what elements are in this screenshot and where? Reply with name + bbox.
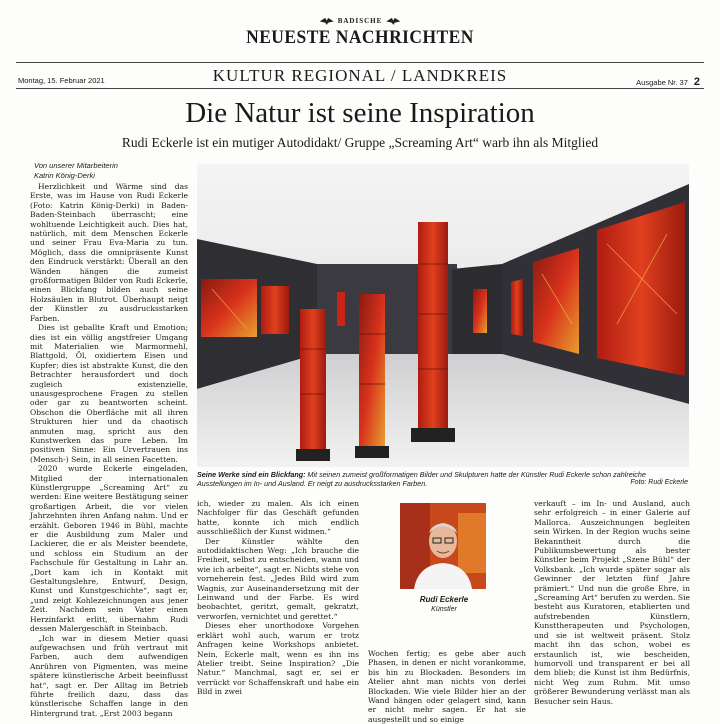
article-column-4 (534, 499, 690, 704)
portrait-name: Rudi Eckerle (419, 595, 469, 604)
article-column-1 (30, 182, 188, 718)
painting (337, 292, 345, 326)
masthead-small (0, 17, 720, 25)
issue-date: Montag, 15. Februar 2021 (18, 76, 105, 85)
sculpture-column (359, 294, 385, 449)
paragraph: verkauft – im In- und Ausland, auch sehr erfolgreich – in einer Galerie auf Mallorca. Auszeichnungen begleiten sein Wirken. In der Region wuchs seine Bekanntheit durch die Publikumsbewertung als bester Künstler beim Projekt „Szene Bühl“ der Volksbank. „Ich wurde später sogar als Gewinner der letzten fünf Jahre prämiert.“ Und nun die große Ehre, in „Screaming Art“ berufen zu werden. Sie besteht aus Kuratoren, etablierten und aufstrebenden Künstlern, Kunsttherapeuten und Psychologen, und sie ist weltweit präsent. Stolz macht ihn das schon, wobei es erstaunlich ist, wie bescheiden, humorvoll und transparent er bei all dem blieb; die Kunst ist ihm Bedürfnis, nicht Weg zum Ruhm. Mit umso größerer Bewunderung verlässt man als Besucher sein Haus. (534, 499, 690, 706)
byline (34, 161, 118, 181)
sculpture-base (355, 446, 389, 458)
eagle-icon (386, 18, 400, 25)
portrait-illustration (400, 503, 486, 589)
subheadline: Rudi Eckerle ist ein mutiger Autodidakt/ Gruppe „Screaming Art“ warb ihn als Mitglied (121, 135, 599, 150)
portrait-role: Künstler (431, 606, 457, 613)
issue-number (636, 76, 700, 88)
painting (597, 202, 685, 376)
painting (261, 286, 289, 334)
sculpture-column (300, 309, 326, 454)
painting (511, 279, 523, 336)
byline-author: Katrin König-Derki (34, 171, 95, 180)
caption-text: Mit seinen zumeist großformatigen Bilder und Skulpturen hatte der Künstler Rudi Eckerle schon zahlreiche Ausstellungen im In- und Ausland. Er neigt zu ausdrucksstarken Farben. (197, 470, 646, 488)
page-number: 2 (693, 76, 700, 88)
gallery-illustration (197, 164, 689, 467)
header-rule-bottom (16, 88, 704, 89)
article-column-2 (197, 499, 359, 704)
sculpture-base (296, 449, 330, 461)
paragraph: 2020 wurde Eckerle eingeladen, Mitglied der internationalen Künstlergruppe „Screaming Art“ zu werden: Eine weitere Bestätigung seiner großartigen Arbeit, die vor vielen Jahrzehnten ihren Anfang nahm. Und er erzählt. Geboren 1946 in Bühl, machte er die Ausbildung zum Maler und Lackierer, die er als Meister beendete, und schloss ein Studium an der Fachschule für Gestaltung in Lahr an. „Dort kam ich in Kontakt mit Gestaltungslehre, Entwurf, Design, Kunst und Kunstgeschichte“, sagt er, „und zeigt Kohlezeichnungen aus jener Zeit. Nachdem sein Vater einen Herzinfarkt erlitt, übernahm Rudi dessen Malergeschäft in Steinbach. (30, 464, 188, 634)
section-title: KULTUR REGIONAL / LANDKREIS (212, 66, 508, 85)
headline: Die Natur ist seine Inspiration (185, 97, 535, 129)
painting (473, 289, 487, 333)
sculpture-column (418, 222, 448, 432)
photo-credit: Foto: Rudi Eckerle (630, 479, 688, 486)
article-column-3 (368, 649, 526, 724)
gallery-photo (197, 164, 689, 467)
portrait-photo (400, 503, 486, 589)
paragraph: Dies ist geballte Kraft und Emotion; dies ist ein völlig angstfreier Umgang mit Materialien wie Marmormehl, Blattgold, Öl, oxidiertem Eisen und Kupfer; dies ist abstrakte Kunst, die den Betrachter herausfordert und doch zugleich existenzielle, unausgesprochene Fragen zu stellen oder gar zu beantworten scheint. Obschon die Oberfläche mit all ihren Strukturen hier und da chaotisch anmuten mag, spricht aus den Kunstwerken das pure Leben. Im positiven Sinne: Ein Urvertrauen ins (Mensch-) Sein, in all seinen Facetten. (30, 323, 188, 464)
paragraph: Wochen fertig; es gebe aber auch Phasen, in denen er nicht vorankomme, bis hin zu Blockaden. Besonders im Atelier ahnt man nichts von derlei Blockaden. Wie viele Bilder hier an der Wand hängen oder gelagert sind, kann er nicht mehr sagen. Er hat sie ausgestellt und so einige (368, 649, 526, 724)
paragraph: Herzlichkeit und Wärme sind das Erste, was im Hause von Rudi Eckerle (Foto: Katrin König-Derki) in Baden-Baden-Steinbach überrascht; eine wohltuende Leichtigkeit auch. Dies hat, natürlich, mit dem Menschen Eckerle und seiner Frau Eva-Maria zu tun. Möglich, dass die omnipräsente Kunst den Eindruck verstärkt: Überall an den Wänden hängen die zumeist großformatigen Bilder von Rudi Eckerle, einen Blickfang bilden auch seine Holzsäulen in Blutrot. Überhaupt neigt der Künstler zu ausdrucksstarken Farben. (30, 182, 188, 323)
painting (533, 248, 579, 354)
eagle-icon (320, 18, 334, 25)
paragraph: Der Künstler wählte den autodidaktischen Weg: „Ich brauche die Freiheit, selbst zu entscheiden, wann und wie ich arbeite“, sagt er. Nichts stehe von vorneherein fest. „Jedes Bild wird zum Wagnis, zur Auseinandersetzung mit der Leinwand und der Farbe. Es wird beobachtet, geritzt, gemalt, gekratzt, verworfen, vernichtet und gerettet.“ (197, 536, 359, 621)
paragraph: Dieses eher unorthodoxe Vorgehen erklärt wohl auch, warum er trotz Anfragen keine Workshops anbietet. Nein, Eckerle malt, wenn es ihn ins Atelier treibt. Seine Inspiration? „Die Natur.“ Manchmal, sagt er, sei er verrückt vor Schaffenskraft und habe ein Bild in zwei (197, 621, 359, 697)
caption-lead: Seine Werke sind ein Blickfang: (197, 470, 306, 479)
header-rule-top (16, 62, 704, 63)
byline-line-1: Von unserer Mitarbeiterin (34, 161, 118, 170)
paragraph: ich, wieder zu malen. Als ich einen Nachfolger für das Geschäft gefunden hatte, konnte ich mich endlich ausschließlich der Kunst widmen.“ (197, 499, 359, 537)
masthead-title: NEUESTE NACHRICHTEN (246, 27, 474, 48)
issue-label: Ausgabe Nr. 37 (636, 78, 688, 87)
photo-caption (197, 470, 689, 488)
masthead-small-text: BADISCHE (337, 17, 383, 25)
sculpture-base (411, 428, 455, 442)
paragraph: „Ich war in diesem Metier quasi aufgewachsen und früh vertraut mit Farben, auch dem aufwendigen Anrühren von Pigmenten, was meine spätere künstlerische Arbeit beeinflusst hat“, sagt er. Der Alltag im Betrieb führte freilich dazu, dass das künstlerische Schaffen lange in den Hintergrund trat. „Erst 2003 begann (30, 633, 188, 718)
